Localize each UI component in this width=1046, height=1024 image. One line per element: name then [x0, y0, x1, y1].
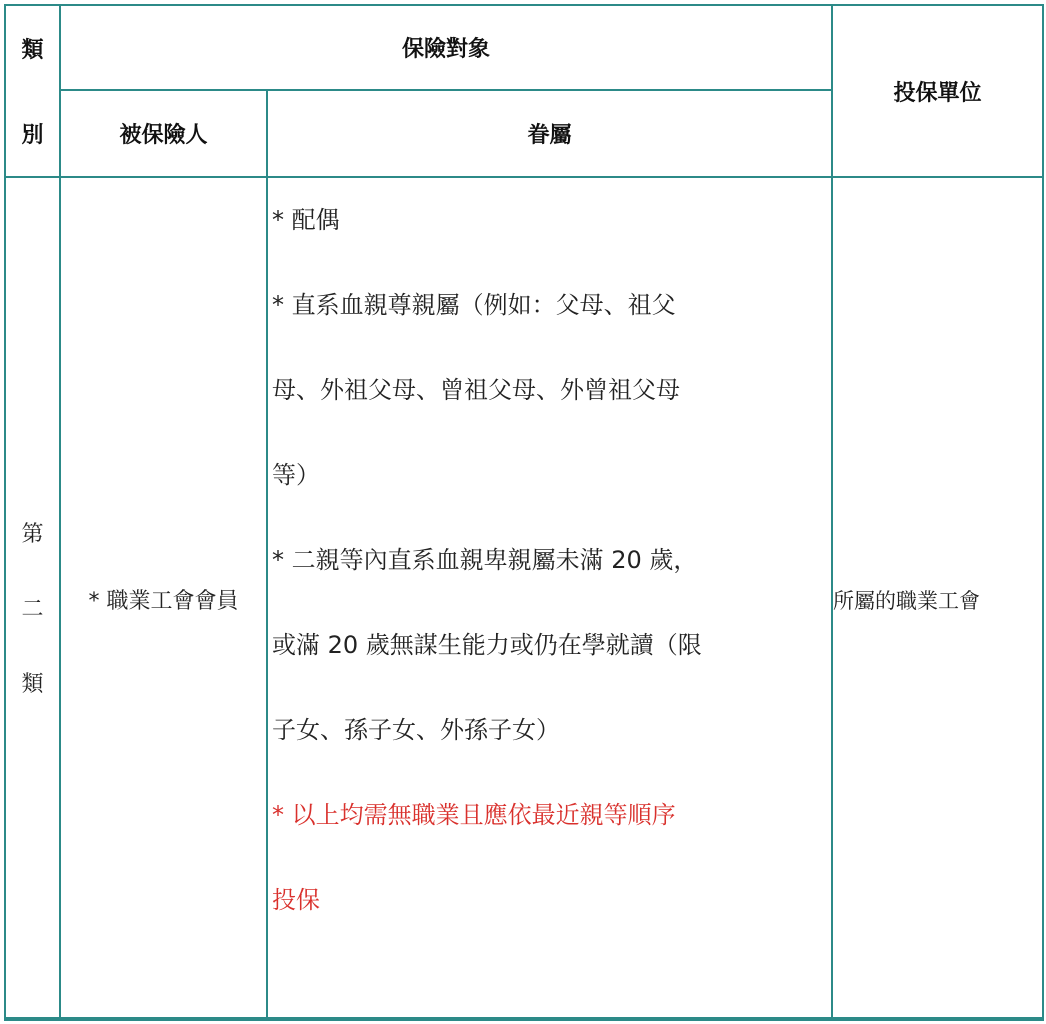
category-cell [6, 178, 59, 1017]
dependents-line-7: 子女、孫子女、外孫子女） [272, 716, 560, 744]
category-char-3: 類 [21, 672, 44, 697]
coverage-header [61, 6, 831, 89]
category-char-1: 第 [21, 522, 44, 547]
unit-header [833, 6, 1042, 176]
coverage-header-text: 保險對象 [401, 37, 490, 62]
dependents-line-3: 母、外祖父母、曾祖父母、外曾祖父母 [272, 376, 680, 404]
dependents-line-5: * 二親等內直系血親卑親屬未滿 20 歲， [272, 546, 698, 574]
divider-col-2 [266, 90, 268, 1021]
unit-text: 所屬的職業工會 [833, 588, 980, 613]
note-line-1: * 以上均需無職業且應依最近親等順序 [272, 801, 676, 829]
category-header-bottom-text: 別 [21, 123, 44, 148]
unit-header-text: 投保單位 [893, 80, 982, 106]
unit-cell [833, 178, 1042, 1017]
dependents-header [268, 91, 831, 176]
border-bottom [4, 1017, 1044, 1021]
border-right [1042, 4, 1044, 1021]
dependents-header-text: 眷屬 [527, 123, 572, 148]
insured-text: * 職業工會會員 [88, 589, 239, 614]
dependents-line-1: * 配偶 [272, 206, 340, 234]
dependents-line-2: * 直系血親尊親屬（例如：父母、祖父 [272, 291, 676, 319]
category-header-top [6, 6, 59, 90]
dependents-cell [272, 178, 830, 943]
note-line-2: 投保 [272, 886, 320, 914]
category-char-2: 二 [21, 597, 44, 622]
dependents-line-4: 等） [272, 461, 320, 489]
insured-header-text: 被保險人 [119, 123, 208, 148]
insured-header [61, 91, 266, 176]
category-header-bottom [6, 91, 59, 176]
dependents-line-6: 或滿 20 歲無謀生能力或仍在學就讀（限 [272, 631, 702, 659]
category-header-top-text: 類 [21, 37, 44, 63]
insured-cell [61, 178, 266, 1017]
